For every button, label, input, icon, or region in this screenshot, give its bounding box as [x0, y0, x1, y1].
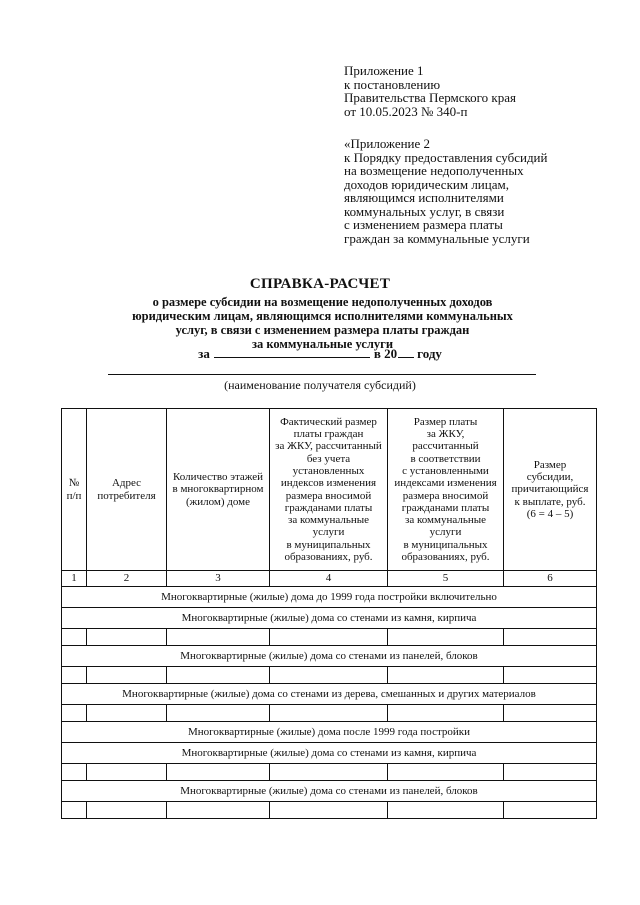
table-cell[interactable]: [62, 764, 87, 781]
header-line: к выплате, руб.: [514, 495, 586, 508]
table-cell[interactable]: [62, 667, 87, 684]
table-cell[interactable]: [167, 764, 270, 781]
appendix-2-line: граждан за коммунальные услуги: [344, 230, 530, 246]
table-cell[interactable]: [504, 705, 597, 722]
appendix-1-line: к постановлению: [344, 76, 441, 92]
section-header: Многоквартирные (жилые) дома со стенами из панелей, блоков: [62, 646, 597, 667]
period-middle: в 20: [373, 346, 398, 361]
table-cell[interactable]: [504, 802, 597, 819]
appendix-2-line: к Порядку предоставления субсидий: [344, 149, 548, 165]
appendix-1-line: Правительства Пермского края: [344, 90, 516, 105]
table-cell[interactable]: [388, 764, 504, 781]
table-cell[interactable]: [388, 802, 504, 819]
header-line: в соответствии: [410, 452, 481, 465]
header-line: образованиях, руб.: [401, 550, 490, 563]
header-line: в многоквартирном: [172, 483, 264, 496]
document-title: СПРАВКА-РАСЧЕТ: [249, 276, 391, 292]
header-line: за коммунальные: [287, 514, 369, 527]
recipient-name-line[interactable]: [108, 374, 536, 375]
table-cell[interactable]: [270, 764, 388, 781]
header-line: гражданами платы: [401, 501, 490, 514]
subtitle-line: юридическим лицам, являющимся исполнителями коммунальных: [132, 309, 513, 323]
header-line: Адрес: [111, 477, 142, 490]
section-header: Многоквартирные (жилые) дома со стенами из камня, кирпича: [62, 743, 597, 764]
table-cell[interactable]: [270, 629, 388, 646]
table-cell[interactable]: [87, 667, 167, 684]
table-cell[interactable]: [167, 705, 270, 722]
column-number: 1: [62, 571, 87, 587]
column-number: 4: [270, 571, 388, 587]
table-cell[interactable]: [62, 629, 87, 646]
column-number: 2: [87, 571, 167, 587]
header-line: Количество этажей: [172, 471, 264, 484]
header-line: размера вносимой: [285, 489, 372, 502]
appendix-2-line: доходов юридическим лицам,: [344, 176, 509, 192]
header-line: Размер платы: [413, 415, 478, 428]
appendix-1-header: [344, 64, 634, 118]
table-cell[interactable]: [270, 802, 388, 819]
header-line: (6 = 4 – 5): [526, 507, 574, 520]
table-cell[interactable]: [167, 802, 270, 819]
section-header: Многоквартирные (жилые) дома со стенами из панелей, блоков: [62, 781, 597, 802]
table-cell[interactable]: [504, 764, 597, 781]
document-subtitle: [60, 295, 585, 351]
table-cell[interactable]: [504, 629, 597, 646]
header-line: гражданами платы: [284, 501, 373, 514]
appendix-2-line: на возмещение недополученных: [344, 163, 524, 178]
table-cell[interactable]: [87, 764, 167, 781]
header-line: в муниципальных: [403, 538, 488, 551]
header-indexed-payment: [388, 409, 504, 571]
period-blank-field[interactable]: [214, 346, 370, 358]
appendix-2-header: [344, 137, 634, 245]
header-line: №: [68, 477, 80, 490]
header-line: услуги: [429, 526, 462, 539]
year-blank-field[interactable]: [398, 346, 414, 358]
header-line: рассчитанный: [412, 440, 479, 453]
header-line: субсидии,: [526, 471, 574, 484]
header-line: установленных: [292, 464, 365, 477]
table-cell[interactable]: [270, 667, 388, 684]
header-line: в муниципальных: [286, 538, 371, 551]
table-cell[interactable]: [87, 705, 167, 722]
table-cell[interactable]: [388, 667, 504, 684]
appendix-2-line: являющимся исполнителями: [344, 190, 504, 205]
header-line: с установленными: [402, 464, 489, 477]
header-line: (жилом) доме: [185, 495, 251, 508]
appendix-1-line: Приложение 1: [344, 63, 424, 78]
subtitle-line: за коммунальные услуги: [251, 337, 394, 351]
header-line: за ЖКУ, рассчитанный: [275, 440, 382, 453]
period-prefix: за: [198, 346, 210, 361]
table-cell[interactable]: [62, 705, 87, 722]
header-address: [87, 409, 167, 571]
column-number: 6: [504, 571, 597, 587]
period-suffix: году: [417, 346, 442, 361]
column-number: 5: [388, 571, 504, 587]
table-cell[interactable]: [87, 802, 167, 819]
calculation-table: [61, 408, 597, 819]
table-cell[interactable]: [388, 629, 504, 646]
appendix-2-line: с изменением размера платы: [344, 217, 503, 232]
section-header: Многоквартирные (жилые) дома до 1999 года постройки включительно: [62, 587, 597, 608]
table-cell[interactable]: [388, 705, 504, 722]
recipient-label: (наименование получателя субсидий): [224, 378, 416, 392]
header-line: индексами изменения: [394, 477, 497, 490]
header-line: услуги: [312, 526, 345, 539]
header-line: размера вносимой: [402, 489, 489, 502]
subtitle-line: о размере субсидии на возмещение недополученных доходов: [152, 295, 493, 309]
header-line: п/п: [66, 489, 82, 502]
table-cell[interactable]: [167, 667, 270, 684]
header-number: [62, 409, 87, 571]
section-header: Многоквартирные (жилые) дома со стенами из камня, кирпича: [62, 608, 597, 629]
header-line: образованиях, руб.: [284, 550, 373, 563]
section-header: Многоквартирные (жилые) дома после 1999 года постройки: [62, 722, 597, 743]
table-cell[interactable]: [167, 629, 270, 646]
appendix-2-line: «Приложение 2: [344, 136, 431, 151]
header-line: Фактический размер: [280, 415, 377, 428]
table-cell[interactable]: [504, 667, 597, 684]
header-floors: [167, 409, 270, 571]
header-line: за ЖКУ,: [426, 428, 465, 441]
table-cell[interactable]: [87, 629, 167, 646]
appendix-2-line: коммунальных услуг, в связи: [344, 203, 505, 219]
header-line: индексов изменения: [280, 477, 377, 490]
header-line: платы граждан: [293, 428, 364, 441]
header-line: без учета: [306, 452, 351, 465]
section-header: Многоквартирные (жилые) дома со стенами из дерева, смешанных и других материалов: [62, 684, 597, 705]
appendix-1-line: от 10.05.2023 № 340-п: [344, 103, 468, 119]
header-line: потребителя: [97, 489, 156, 502]
table-cell[interactable]: [270, 705, 388, 722]
header-line: причитающийся: [511, 483, 589, 496]
column-number: 3: [167, 571, 270, 587]
header-line: Размер: [533, 458, 567, 471]
table-cell[interactable]: [62, 802, 87, 819]
period-line: [0, 346, 640, 362]
header-subsidy: [504, 409, 597, 571]
header-line: за коммунальные: [404, 514, 486, 527]
subtitle-line: услуг, в связи с изменением размера платы граждан: [175, 323, 470, 337]
header-actual-payment: [270, 409, 388, 571]
